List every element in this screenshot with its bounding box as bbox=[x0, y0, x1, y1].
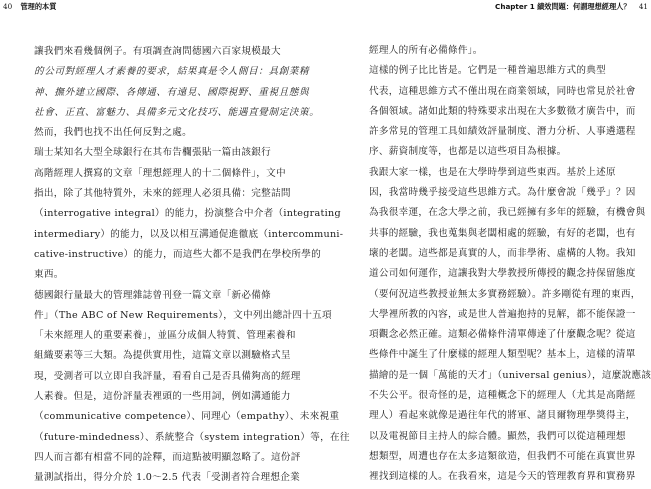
text-line: 項觀念必然正確。這類必備條件清單傳達了什麼觀念呢？從這 bbox=[369, 329, 636, 341]
text-line: 德國銀行量最大的管理雜誌曾刊登一篇文章「新必備條 bbox=[34, 289, 271, 301]
text-line: 社會、正直、富魅力、具備多元文化技巧、能遇直覺制定決策。 bbox=[34, 106, 320, 118]
text-line: 各個領域。諸如此類的特殊要求出現在大多數徵才廣告中，而 bbox=[369, 105, 636, 117]
text-line: 瑞士某知名大型全球銀行在其布告欄張貼一篇由該銀行 bbox=[34, 147, 271, 159]
text-line: 的公司對經理人才素養的要求，結果真是令人側目：具創業精 bbox=[34, 66, 310, 78]
left-page-column bbox=[34, 42, 350, 484]
text-line: cative-instructive）的能力，而這些大都不是我們在學校所學的 bbox=[34, 248, 322, 260]
right-page-number: 41 bbox=[638, 2, 648, 11]
text-line: 量測試指出，得分介於 1.0～2.5 代表「受測者符合理想企業 bbox=[34, 472, 300, 484]
text-line: 我跟大家一樣，也是在大學時學到這些東西。基於上述原 bbox=[369, 166, 616, 178]
text-line: 代表，這種思維方式不僅出現在商業領域，同時也常見於社會 bbox=[369, 85, 636, 97]
text-line: 許多常見的管理工具如績效評量制度、潛力分析、人事遴選程 bbox=[369, 126, 636, 138]
text-line: 大學裡所教的內容，或是世人普遍抱持的見解，都不能保證一 bbox=[369, 308, 636, 320]
text-line: 東西。 bbox=[34, 269, 64, 281]
text-line: 序、薪資制度等，也都是以這些項目為根據。 bbox=[369, 146, 567, 158]
text-line: 人素養。但是，這份評量表裡頭的一些用詞，例如溝通能力 bbox=[34, 391, 291, 403]
text-line: 指出，除了其他特質外，未來的經理人必須具備：完整詰問 bbox=[34, 188, 291, 200]
text-line: 些條件中誕生了什麼樣的經理人類型呢？基本上，這樣的清單 bbox=[369, 349, 636, 361]
book-title: 管理的本質 bbox=[20, 2, 57, 11]
text-line: 道公司如何運作，這讓我對大學教授所傳授的觀念持保留態度 bbox=[369, 268, 636, 280]
left-page-header bbox=[3, 2, 56, 12]
text-line: 現，受測者可以立即自我評量，看看自己是否具備夠高的經理 bbox=[34, 370, 301, 382]
text-line: intermediary）的能力，以及以相互溝通促進徹底（intercommuni- bbox=[34, 228, 344, 240]
text-line: 壞的老闆。這些都是真實的人，而非學術、虛構的人物。我知 bbox=[369, 247, 636, 259]
text-line: （future-mindedness）、系統整合（system integration）等，在往 bbox=[34, 431, 350, 443]
text-line: 以及電視節目主持人的綜合體。顯然，我們可以從這種理想 bbox=[369, 430, 626, 442]
chapter-title: 績效問題：何謂理想經理人？ bbox=[537, 2, 631, 11]
text-line: 裡找到這樣的人。在我看來，這是今天的管理教育界和實務界 bbox=[369, 471, 636, 483]
text-line: 件」（The ABC of New Requirements），文中列出總計四十五項 bbox=[34, 309, 332, 321]
text-line: 神、撫外建立國際、各傳通、有遠見、國際視野、重視且態與 bbox=[34, 86, 310, 98]
text-line: 四人而言都有相當不同的詮釋，而這點被明顯忽略了。這份評 bbox=[34, 451, 301, 463]
text-line: 因，我當時幾乎接受這些思維方式。為什麼會說「幾乎」？因 bbox=[369, 187, 636, 199]
text-line: （interrogative integral）的能力，扮演整合中介者（integrating bbox=[34, 208, 341, 220]
text-line: 描繪的是一個「萬能的天才」（universal genius），這麼說應該 bbox=[369, 369, 651, 381]
chapter-label: Chapter 1 bbox=[495, 2, 535, 11]
left-page-number: 40 bbox=[3, 2, 13, 11]
text-line: 「未來經理人的重要素養」，並區分成個人特質、管理素養和 bbox=[34, 330, 296, 342]
text-line: 共事的經驗，我也蒐集與老闆相處的經驗，有好的老闆，也有 bbox=[369, 227, 636, 239]
text-line: 理人）看起來就像是過往年代的將軍、諸貝爾物理學獎得主， bbox=[369, 410, 636, 422]
text-line: 為我很幸運，在念大學之前，我已經擁有多年的經驗，有機會與 bbox=[369, 207, 646, 219]
text-line: 經理人的所有必備條件」。 bbox=[369, 45, 483, 56]
text-line: 想類型，周遭也存在太多這類欲造，但我們不可能在真實世界 bbox=[369, 450, 636, 462]
text-line: 這樣的例子比比皆是。它們是一種普遍思維方式的典型 bbox=[369, 65, 606, 77]
text-line: （要何況這些教授並無太多實務經驗）。許多剛從有理的東西， bbox=[369, 288, 641, 300]
text-line: 不失公平。很奇怪的是，這種概念下的經理人（尤其是高階經 bbox=[369, 390, 636, 402]
text-line: （communicative competence）、同理心（empathy）、未來視重 bbox=[34, 411, 340, 423]
text-line: 然而，我們也找不出任何反對之處。 bbox=[34, 127, 192, 139]
text-line: 高階經理人撰寫的文章「理想經理人的十二個條件」，文中 bbox=[34, 167, 286, 179]
right-page-column bbox=[369, 41, 651, 483]
right-page-header bbox=[495, 2, 648, 12]
text-line: 組織要素等三大類。為提供實用性，這篇文章以測驗格式呈 bbox=[34, 350, 291, 362]
text-line: 讓我們來看幾個例子。有項調查詢問德國六百家規模最大 bbox=[34, 46, 281, 57]
